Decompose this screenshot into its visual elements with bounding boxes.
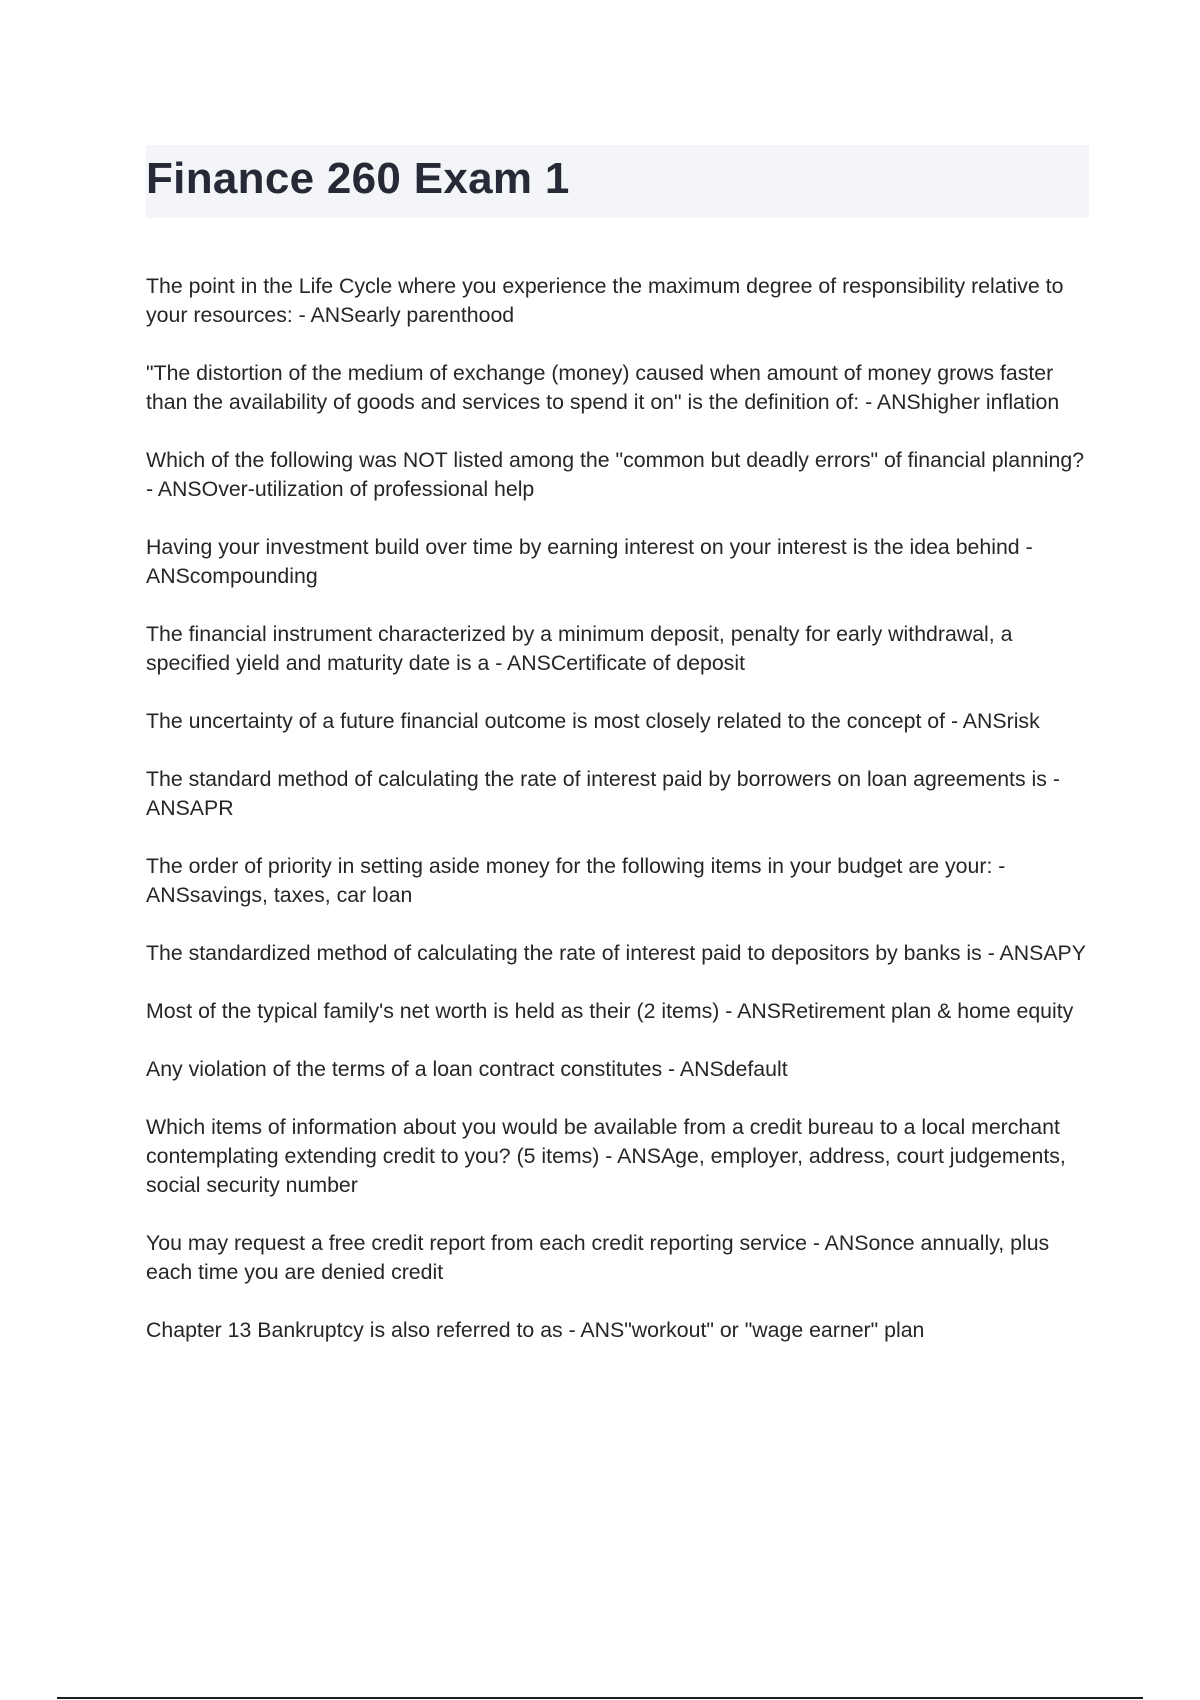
qa-item-8 (146, 852, 1092, 910)
qa-item-10 (146, 997, 1092, 1026)
question-answer-list (146, 272, 1092, 1374)
answer-text: risk (1006, 709, 1040, 733)
answer-text: Retirement plan & home equity (780, 999, 1074, 1023)
question-text: The uncertainty of a future financial outcome is most closely related to the concept of - ANS (146, 709, 1007, 733)
answer-text: Age, employer, address, court judgements, social security number (146, 1144, 1066, 1197)
answer-text: APR (189, 796, 234, 820)
answer-text: early parenthood (354, 303, 515, 327)
answer-text: higher inflation (920, 390, 1060, 414)
answer-text: Over-utilization of professional help (201, 477, 535, 501)
question-text: The standardized method of calculating the rate of interest paid to depositors by banks is - ANS (146, 941, 1044, 965)
qa-item-14 (146, 1316, 1092, 1345)
question-text: Chapter 13 Bankruptcy is also referred to as - ANS (146, 1318, 625, 1342)
question-text: Most of the typical family's net worth is held as their (2 items) - ANS (146, 999, 781, 1023)
question-text: The point in the Life Cycle where you experience the maximum degree of responsibility relative to your resources: - ANS (146, 274, 1064, 327)
qa-item-7 (146, 765, 1092, 823)
qa-item-5 (146, 620, 1092, 678)
answer-text: APY (1043, 941, 1086, 965)
answer-text: compounding (189, 564, 318, 588)
qa-item-2 (146, 359, 1092, 417)
qa-item-13 (146, 1229, 1092, 1287)
qa-item-3 (146, 446, 1092, 504)
qa-item-1 (146, 272, 1092, 330)
answer-text: savings, taxes, car loan (189, 883, 413, 907)
question-text: The financial instrument characterized by a minimum deposit, penalty for early withdrawal, a specified yield and maturity date is a - ANS (146, 622, 1013, 675)
page-bottom-divider (57, 1697, 1143, 1699)
question-text: You may request a free credit report from each credit reporting service - ANS (146, 1231, 869, 1255)
question-text: Any violation of the terms of a loan contract constitutes - ANS (146, 1057, 724, 1081)
answer-text: Certificate of deposit (550, 651, 745, 675)
question-text: "The distortion of the medium of exchange (money) caused when amount of money grows faster than the availability of goods and services to spend it on" is the definition of: - ANS (146, 361, 1054, 414)
answer-text: "workout" or "wage earner" plan (624, 1318, 925, 1342)
answer-text: default (723, 1057, 788, 1081)
qa-item-12 (146, 1113, 1092, 1200)
qa-item-11 (146, 1055, 1092, 1084)
question-text: Which of the following was NOT listed among the "common but deadly errors" of financial planning? - ANS (146, 448, 1085, 501)
question-text: Which items of information about you would be available from a credit bureau to a local merchant contemplating extending credit to you? (5 items) - ANS (146, 1115, 1060, 1168)
question-text: The standard method of calculating the rate of interest paid by borrowers on loan agreements is - ANS (146, 767, 1060, 820)
answer-text: once annually, plus each time you are denied credit (146, 1231, 1050, 1284)
title-banner (146, 145, 1089, 218)
qa-item-9 (146, 939, 1092, 968)
question-text: The order of priority in setting aside money for the following items in your budget are your: - ANS (146, 854, 1006, 907)
qa-item-4 (146, 533, 1092, 591)
qa-item-6 (146, 707, 1092, 736)
page-title: Finance 260 Exam 1 (146, 154, 570, 203)
question-text: Having your investment build over time by earning interest on your interest is the idea behind - ANS (146, 535, 1033, 588)
